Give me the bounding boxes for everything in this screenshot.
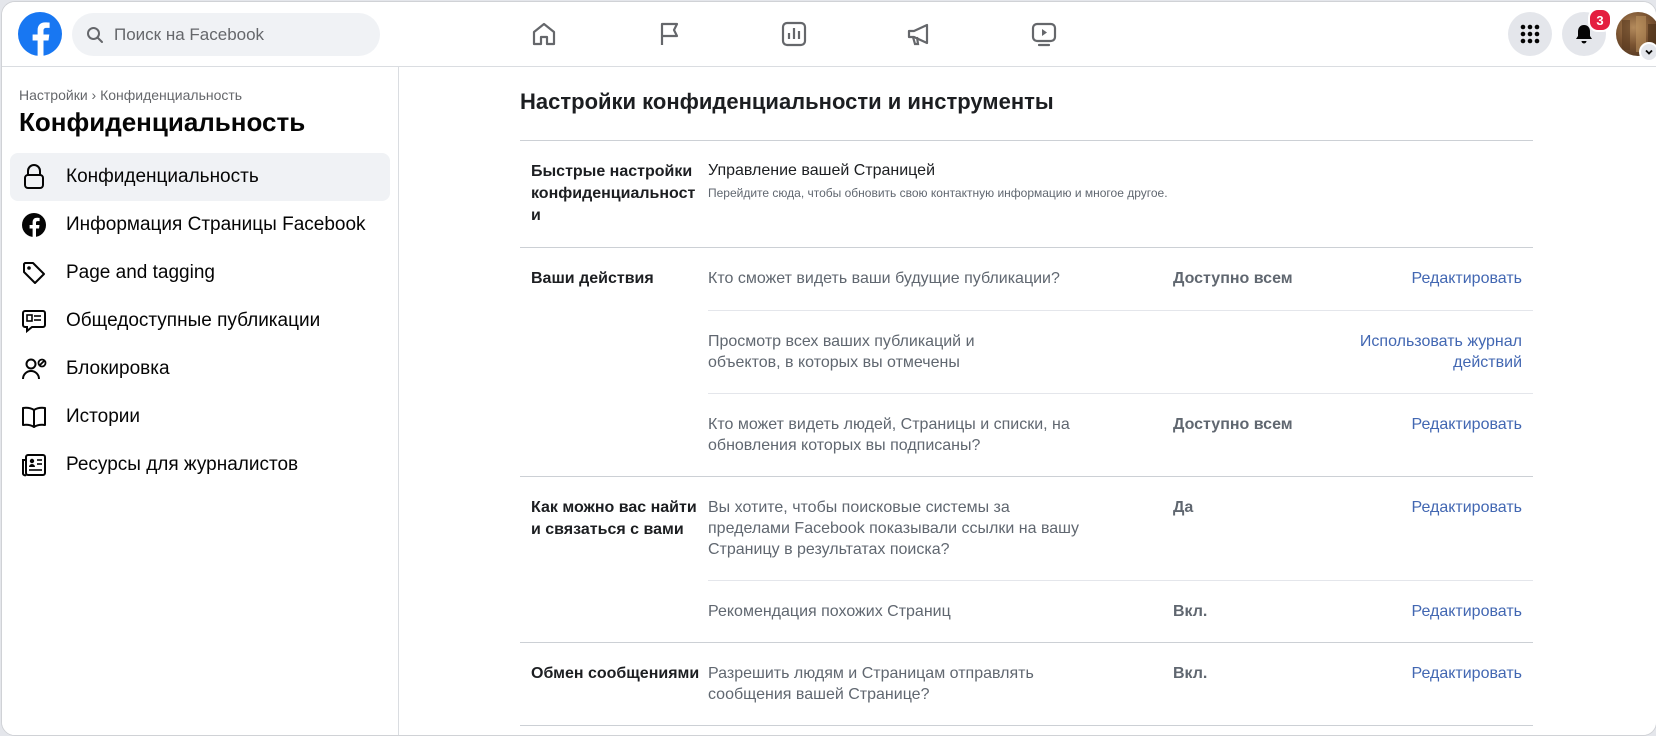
book-icon xyxy=(20,403,48,431)
sidebar-item-page-and-tagging[interactable] xyxy=(10,249,390,297)
setting-question: Разрешить людям и Страницам отправлять сообщения вашей Странице? xyxy=(708,665,1034,703)
setting-question: Рекомендация похожих Страниц xyxy=(708,603,951,620)
section-label: Обмен сообщениями xyxy=(531,665,700,682)
activity-log-link[interactable]: Использовать журнал действий xyxy=(1359,333,1522,371)
sidebar-item-label: Page and tagging xyxy=(66,262,215,283)
newspaper-icon xyxy=(20,451,48,479)
section-quick-settings xyxy=(520,141,1533,248)
sidebar-item-privacy[interactable] xyxy=(10,153,390,201)
search-icon xyxy=(86,26,104,44)
home-icon[interactable] xyxy=(526,16,562,52)
setting-row xyxy=(708,581,1533,642)
search-input[interactable] xyxy=(112,24,380,46)
sidebar-menu xyxy=(10,153,390,489)
quick-settings-title[interactable]: Управление вашей Страницей xyxy=(708,162,935,179)
setting-question: Кто может видеть людей, Страницы и списки, на обновления которых вы подписаны? xyxy=(708,416,1070,454)
sidebar-title: Конфиденциальность xyxy=(19,107,306,137)
setting-value: Да xyxy=(1173,499,1194,516)
quick-settings-link[interactable] xyxy=(708,141,1533,247)
setting-question: Вы хотите, чтобы поисковые системы за пределами Facebook показывали ссылки на вашу Страницу в результатах поиска? xyxy=(708,499,1079,558)
sidebar-item-label: Общедоступные публикации xyxy=(66,310,321,331)
setting-row xyxy=(708,311,1533,394)
sidebar-item-blocking[interactable] xyxy=(10,345,390,393)
facebook-logo-icon[interactable] xyxy=(18,12,62,56)
edit-link[interactable]: Редактировать xyxy=(1411,499,1522,516)
setting-value: Доступно всем xyxy=(1173,270,1293,287)
video-icon[interactable] xyxy=(1026,16,1062,52)
sidebar-item-label: Ресурсы для журналистов xyxy=(66,454,299,475)
edit-link[interactable]: Редактировать xyxy=(1411,665,1522,682)
block-user-icon xyxy=(20,355,48,383)
main-content xyxy=(399,67,1656,735)
tag-icon xyxy=(20,259,48,287)
section-label: Ваши действия xyxy=(531,270,654,287)
breadcrumb[interactable]: Настройки › Конфиденциальность xyxy=(19,87,243,103)
insights-icon[interactable] xyxy=(776,16,812,52)
facebook-icon xyxy=(20,211,48,239)
account-menu-chevron-icon[interactable] xyxy=(1639,42,1656,62)
sidebar-item-public-posts[interactable] xyxy=(10,297,390,345)
megaphone-icon[interactable] xyxy=(901,16,937,52)
setting-value: Вкл. xyxy=(1173,665,1208,682)
section-label: Как можно вас найти и связаться с вами xyxy=(531,499,697,538)
lock-icon xyxy=(20,163,48,191)
edit-link[interactable]: Редактировать xyxy=(1411,603,1522,620)
notification-count-badge: 3 xyxy=(1588,8,1612,32)
setting-row xyxy=(708,248,1533,311)
setting-row xyxy=(708,394,1533,476)
section-your-activity xyxy=(520,248,1533,477)
edit-link[interactable]: Редактировать xyxy=(1411,270,1522,287)
section-messaging xyxy=(520,643,1533,726)
sidebar-item-label: Информация Страницы Facebook xyxy=(66,214,366,235)
section-how-people-find-you xyxy=(520,477,1533,643)
sidebar-item-label: Блокировка xyxy=(66,358,170,379)
page-title: Настройки конфиденциальности и инструменты xyxy=(520,89,1054,114)
edit-link[interactable]: Редактировать xyxy=(1411,416,1522,433)
search-box[interactable] xyxy=(72,13,380,56)
setting-question: Просмотр всех ваших публикаций и объектов, в которых вы отмечены xyxy=(708,333,975,371)
sidebar-item-journalist-resources[interactable] xyxy=(10,441,390,489)
settings-sidebar xyxy=(2,67,399,735)
sidebar-item-label: Конфиденциальность xyxy=(66,166,259,187)
section-label: Быстрые настройки конфиденциальност и xyxy=(531,163,696,224)
setting-value: Вкл. xyxy=(1173,603,1208,620)
quick-settings-subtitle: Перейдите сюда, чтобы обновить свою контактную информацию и многое другое. xyxy=(708,186,1168,200)
setting-row xyxy=(708,643,1533,725)
browser-frame xyxy=(1,1,1656,736)
sidebar-item-label: Истории xyxy=(66,406,141,427)
setting-value: Доступно всем xyxy=(1173,416,1293,433)
setting-question: Кто сможет видеть ваши будущие публикации? xyxy=(708,270,1060,287)
setting-row xyxy=(708,477,1533,581)
privacy-settings-table xyxy=(520,140,1533,726)
sidebar-item-stories[interactable] xyxy=(10,393,390,441)
menu-grid-button[interactable] xyxy=(1508,12,1552,56)
setting-value xyxy=(1008,311,1148,393)
public-posts-icon xyxy=(20,307,48,335)
grid-icon xyxy=(1519,23,1541,45)
flag-icon[interactable] xyxy=(651,16,687,52)
top-navigation-bar xyxy=(2,2,1656,67)
sidebar-item-page-info[interactable] xyxy=(10,201,390,249)
notifications-button[interactable] xyxy=(1562,12,1606,56)
